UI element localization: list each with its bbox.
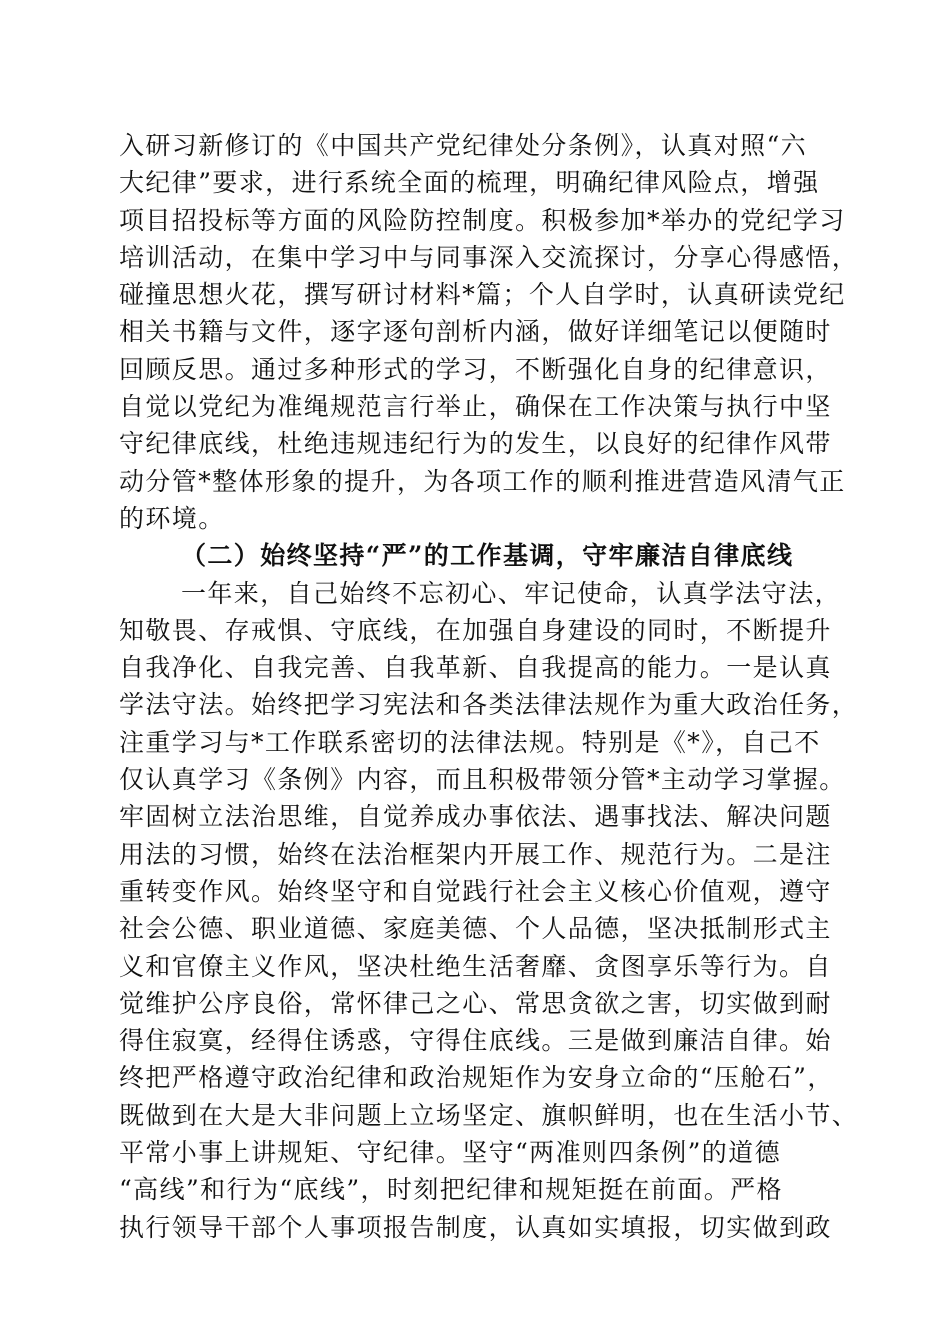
- paragraph-1: [119, 127, 859, 537]
- paragraph-2-line: 一年来，自己始终不忘初心、牢记使命，认真学法守法，: [181, 578, 842, 608]
- paragraph-2-line: 注重学习与*工作联系密切的法律法规。特别是《*》，自己不: [119, 727, 821, 757]
- paragraph-2-line: 觉维护公序良俗，常怀律己之心、常思贪欲之害，切实做到耐: [119, 988, 832, 1018]
- paragraph-1-line: 大纪律”要求，进行系统全面的梳理，明确纪律风险点，增强: [119, 168, 820, 198]
- paragraph-2-line: 既做到在大是大非问题上立场坚定、旗帜鲜明，也在生活小节、: [119, 1100, 859, 1130]
- document-body: [119, 127, 859, 1246]
- paragraph-2-line: 用法的习惯，始终在法治框架内开展工作、规范行为。二是注: [119, 839, 832, 869]
- paragraph-1-line: 回顾反思。通过多种形式的学习，不断强化自身的纪律意识，: [119, 354, 832, 384]
- paragraph-1-line: 自觉以党纪为准绳规范言行举止，确保在工作决策与执行中坚: [119, 392, 832, 422]
- paragraph-1-line: 碰撞思想火花，撰写研讨材料*篇；个人自学时，认真研读党纪: [119, 280, 846, 310]
- paragraph-1-line: 项目招投标等方面的风险防控制度。积极参加*举办的党纪学习: [119, 205, 846, 235]
- paragraph-2-line: 终把严格遵守政治纪律和政治规矩作为安身立命的“压舱石”，: [119, 1063, 834, 1093]
- paragraph-2: [119, 575, 859, 1246]
- paragraph-1-line: 入研习新修订的《中国共产党纪律处分条例》，认真对照“六: [119, 131, 808, 160]
- paragraph-2-line: 义和官僚主义作风，坚决杜绝生活奢靡、贪图享乐等行为。自: [119, 951, 832, 981]
- paragraph-1-line: 培训活动，在集中学习中与同事深入交流探讨，分享心得感悟，: [119, 242, 859, 272]
- paragraph-1-line: 动分管*整体形象的提升，为各项工作的顺利推进营造风清气正: [119, 466, 846, 496]
- paragraph-2-line: 自我净化、自我完善、自我革新、自我提高的能力。一是认真: [119, 653, 832, 683]
- paragraph-2-line: 知敬畏、存戒惧、守底线，在加强自身建设的同时，不断提升: [119, 615, 832, 645]
- paragraph-1-line: 的环境。: [119, 503, 225, 533]
- paragraph-2-line: 牢固树立法治思维，自觉养成办事依法、遇事找法、解决问题: [119, 802, 832, 832]
- paragraph-2-line: 社会公德、职业道德、家庭美德、个人品德，坚决抵制形式主: [119, 914, 832, 944]
- paragraph-1-line: 守纪律底线，杜绝违规违纪行为的发生，以良好的纪律作风带: [119, 429, 832, 459]
- paragraph-2-line: 平常小事上讲规矩、守纪律。坚守“两准则四条例”的道德: [119, 1138, 781, 1168]
- paragraph-2-line: “高线”和行为“底线”，时刻把纪律和规矩挺在前面。严格: [119, 1175, 783, 1205]
- paragraph-2-line: 得住寂寞，经得住诱惑，守得住底线。三是做到廉洁自律。始: [119, 1026, 832, 1056]
- paragraph-2-line: 仅认真学习《条例》内容，而且积极带领分管*主动学习掌握。: [119, 765, 846, 795]
- paragraph-2-line: 重转变作风。始终坚守和自觉践行社会主义核心价值观，遵守: [119, 876, 832, 906]
- section-heading: （二）始终坚持“严”的工作基调，守牢廉洁自律底线: [181, 541, 794, 571]
- paragraph-2-line: 执行领导干部个人事项报告制度，认真如实填报，切实做到政: [119, 1212, 832, 1242]
- paragraph-1-line: 相关书籍与文件，逐字逐句剖析内涵，做好详细笔记以便随时: [119, 317, 832, 347]
- paragraph-2-line: 学法守法。始终把学习宪法和各类法律法规作为重大政治任务，: [119, 690, 859, 720]
